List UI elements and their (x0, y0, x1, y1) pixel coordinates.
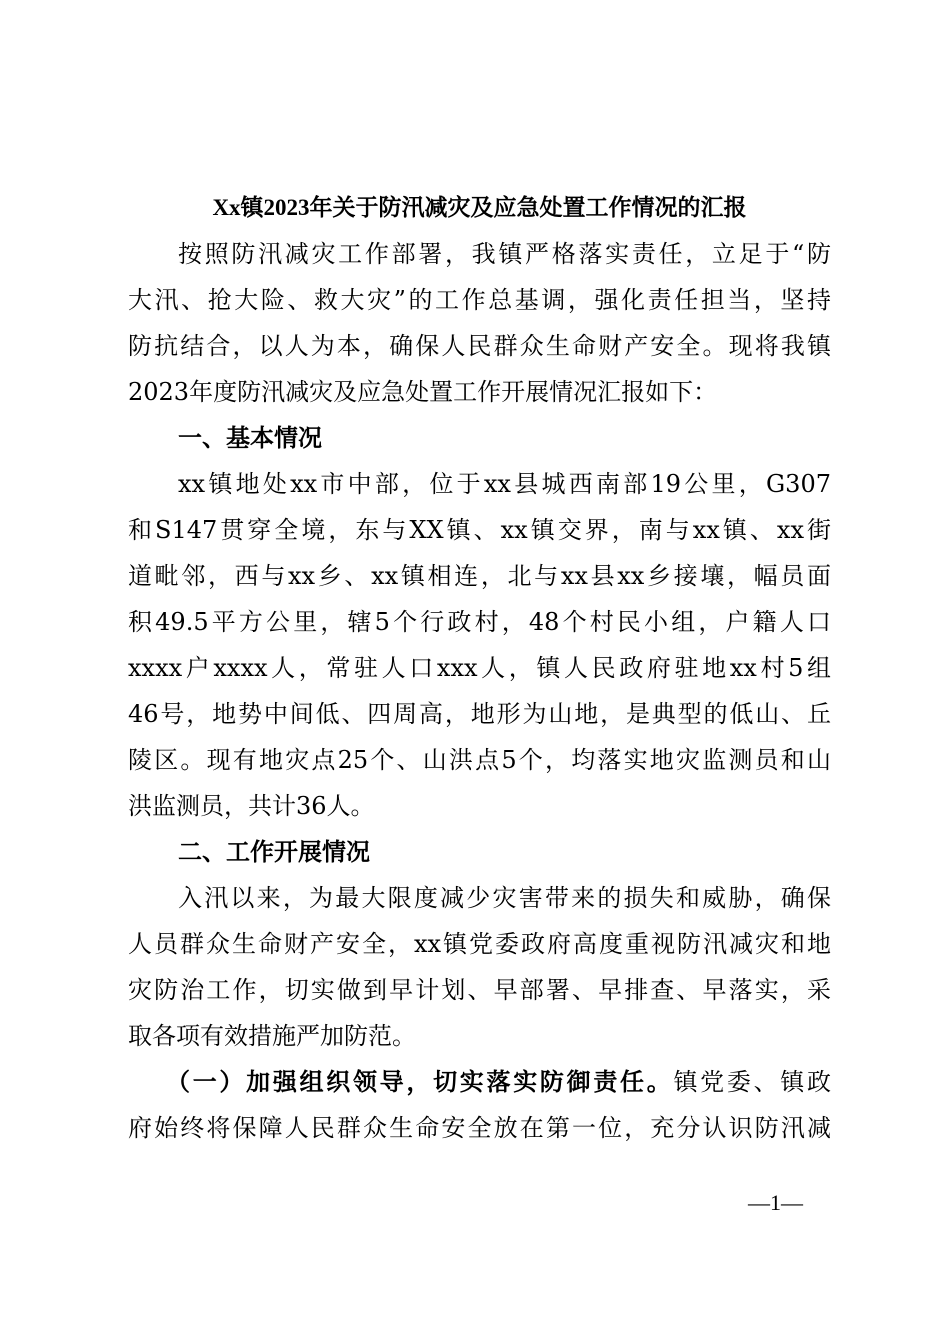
paragraph-line: 府始终将保障人民群众生命安全放在第一位，充分认识防汛减 (128, 1114, 831, 1142)
paragraph-line: xxxx户xxxx人，常驻人口xxx人，镇人民政府驻地xx村5组 (128, 654, 831, 682)
paragraph-line: 入汛以来，为最大限度减少灾害带来的损失和威胁，确保 (178, 884, 831, 912)
section-heading-basic: 一、基本情况 (178, 424, 322, 452)
intro-paragraph (128, 231, 831, 415)
paragraph-line: xx镇地处xx市中部，位于xx县城西南部19公里，G307 (178, 470, 831, 498)
subsection-paragraph (128, 1059, 831, 1151)
paragraph-line (128, 1059, 831, 1105)
basic-info-paragraph (128, 461, 831, 829)
paragraph-line: 和S147贯穿全境，东与XX镇、xx镇交界，南与xx镇、xx街 (128, 516, 831, 544)
document-page (128, 185, 831, 1151)
paragraph-line: 大汛、抢大险、救大灾”的工作总基调，强化责任担当，坚持 (128, 286, 831, 314)
subsection-heading: （一）加强组织领导，切实落实防御责任。 (166, 1067, 674, 1096)
paragraph-line: 人员群众生命财产安全，xx镇党委政府高度重视防汛减灾和地 (128, 930, 831, 958)
paragraph-line: 积49.5平方公里，辖5个行政村，48个村民小组，户籍人口 (128, 608, 831, 636)
paragraph-line: 取各项有效措施严加防范。 (128, 1022, 416, 1050)
paragraph-text: 镇党委、镇政 (673, 1068, 831, 1096)
paragraph-line: 灾防治工作，切实做到早计划、早部署、早排查、早落实，采 (128, 976, 831, 1004)
paragraph-line: 洪监测员，共计36人。 (128, 792, 375, 820)
paragraph-line: 2023年度防汛减灾及应急处置工作开展情况汇报如下： (128, 378, 718, 406)
document-title: Xx镇2023年关于防汛减灾及应急处置工作情况的汇报 (212, 195, 747, 220)
page-number: —1— (748, 1190, 803, 1215)
paragraph-line: 46号，地势中间低、四周高，地形为山地，是典型的低山、丘 (128, 700, 831, 728)
work-paragraph (128, 875, 831, 1059)
paragraph-line: 防抗结合，以人为本，确保人民群众生命财产安全。现将我镇 (128, 332, 831, 360)
paragraph-line: 按照防汛减灾工作部署，我镇严格落实责任，立足于“防 (178, 240, 831, 268)
section-heading-work: 二、工作开展情况 (178, 838, 370, 866)
paragraph-line: 陵区。现有地灾点25个、山洪点5个，均落实地灾监测员和山 (128, 746, 831, 774)
paragraph-line: 道毗邻，西与xx乡、xx镇相连，北与xx县xx乡接壤，幅员面 (128, 562, 831, 590)
